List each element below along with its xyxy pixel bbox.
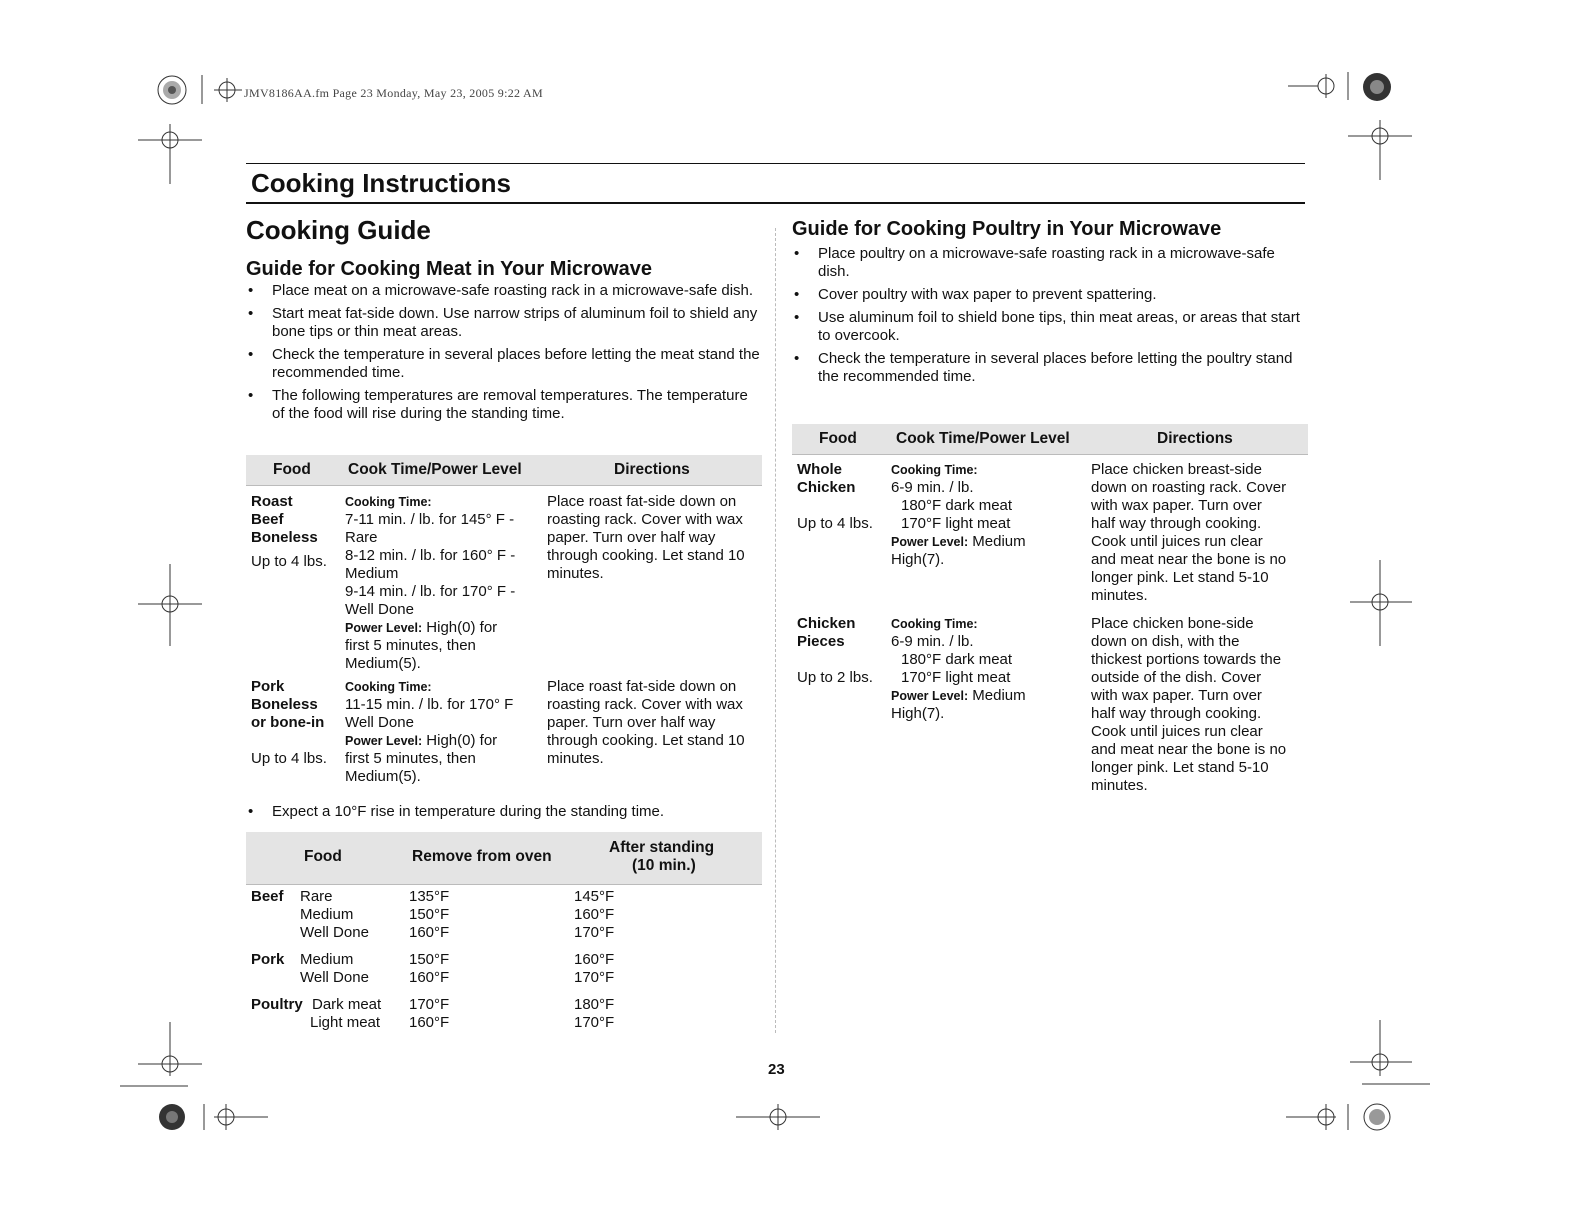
direction-line: minutes. — [547, 750, 604, 767]
power-level-label: Power Level: — [891, 535, 969, 549]
crosshair-icon — [1350, 560, 1412, 646]
column-header-remove: Remove from oven — [412, 848, 552, 865]
crosshair-icon — [736, 1104, 820, 1130]
direction-line: paper. Turn over half way — [547, 529, 716, 546]
doneness: Dark meat — [312, 996, 382, 1013]
table-row-roast-beef-food — [251, 493, 327, 571]
meat-table-header — [246, 455, 762, 486]
column-header-food: Food — [273, 461, 311, 478]
temperature-table-body — [251, 888, 651, 1032]
table-row-whole-chicken-cook — [891, 461, 1026, 569]
poultry-table-header — [792, 424, 1308, 455]
direction-line: half way through cooking. — [1091, 515, 1262, 532]
table-row-roast-beef-directions — [547, 493, 745, 583]
direction-line: Cook until juices run clear — [1091, 533, 1263, 550]
food-name: Beef — [251, 511, 284, 528]
food-name: Chicken — [797, 615, 856, 632]
direction-line: outside of the dish. Cover — [1091, 669, 1262, 686]
food-name: Boneless — [251, 696, 318, 713]
doneness: Medium — [300, 906, 354, 923]
column-header-directions: Directions — [1157, 430, 1233, 447]
crosshair-icon — [1288, 72, 1348, 100]
food-name: Chicken — [797, 479, 856, 496]
power-line: Medium(5). — [345, 768, 421, 785]
crosshair-icon — [1286, 1104, 1348, 1130]
crosshair-icon — [1350, 1020, 1430, 1084]
after-temp: 170°F — [574, 969, 615, 986]
direction-line: Place chicken bone-side — [1091, 615, 1254, 632]
list-item: • Place meat on a microwave-safe roasting rack in a microwave-safe dish. — [248, 282, 754, 299]
poultry-bullets — [792, 245, 1306, 391]
table-row-chicken-pieces-directions — [1091, 615, 1286, 795]
column-header-after: After standing — [609, 839, 715, 856]
section-title: Cooking Instructions — [251, 168, 511, 198]
direction-line: minutes. — [547, 565, 604, 582]
column-header-food: Food — [304, 848, 342, 865]
print-header: JMV8186AA.fm Page 23 Monday, May 23, 2005 9:22 AM — [244, 86, 543, 100]
direction-line: longer pink. Let stand 5-10 — [1091, 569, 1269, 586]
power-line: first 5 minutes, then — [345, 750, 476, 767]
meat-bullets — [246, 282, 764, 428]
doneness: Light meat — [310, 1014, 381, 1031]
table-row-roast-beef-cook — [345, 493, 515, 673]
power-line: High(0) for — [426, 619, 498, 636]
table-row-chicken-pieces-cook — [891, 615, 1026, 723]
group-name: Poultry — [251, 996, 303, 1013]
table-row — [251, 888, 651, 906]
cook-line: Rare — [345, 529, 378, 546]
top-rule — [246, 163, 1305, 164]
crosshair-icon — [1348, 120, 1412, 180]
list-item: • Expect a 10°F rise in temperature during the standing time. — [248, 803, 665, 820]
doneness: Well Done — [300, 969, 369, 986]
remove-temp: 160°F — [409, 1014, 450, 1031]
remove-temp: 150°F — [409, 951, 450, 968]
table-row-pork-cook — [345, 678, 513, 786]
crosshair-icon — [138, 124, 202, 184]
cook-line: Well Done — [345, 601, 414, 618]
poultry-guide-heading: Guide for Cooking Poultry in Your Microwave — [792, 218, 1222, 240]
after-temp: 180°F — [574, 996, 615, 1013]
direction-line: minutes. — [1091, 777, 1148, 794]
list-item: • Place poultry on a microwave-safe roasting rack in a microwave-safe dish. — [794, 245, 1275, 280]
cooking-time-label: Cooking Time: — [891, 617, 978, 631]
power-line: Medium — [972, 533, 1026, 550]
direction-line: Place roast fat-side down on — [547, 493, 737, 510]
after-temp: 170°F — [574, 1014, 615, 1031]
cook-line: 170°F light meat — [901, 669, 1011, 686]
weight-limit: Up to 4 lbs. — [251, 750, 327, 767]
doneness: Rare — [300, 888, 333, 905]
direction-line: down on roasting rack. Cover — [1091, 479, 1287, 496]
cooking-time-label: Cooking Time: — [345, 680, 432, 694]
direction-line: and meat near the bone is no — [1091, 741, 1287, 758]
table-row — [251, 996, 651, 1014]
food-name: Roast — [251, 493, 293, 510]
cooking-time-label: Cooking Time: — [891, 463, 978, 477]
list-item: • Cover poultry with wax paper to prevent spattering. — [794, 286, 1157, 303]
list-item: • The following temperatures are removal temperatures. The temperature of the food will rise during the standing time. — [248, 387, 748, 422]
food-name: Pork — [251, 678, 285, 695]
column-header-cook: Cook Time/Power Level — [348, 461, 522, 478]
direction-line: through cooking. Let stand 10 — [547, 732, 745, 749]
food-name: or bone-in — [251, 714, 325, 731]
direction-line: minutes. — [1091, 587, 1148, 604]
direction-line: roasting rack. Cover with wax — [547, 511, 743, 528]
direction-line: paper. Turn over half way — [547, 714, 716, 731]
weight-limit: Up to 4 lbs. — [251, 553, 327, 570]
cook-line: 180°F dark meat — [901, 497, 1013, 514]
direction-line: Place roast fat-side down on — [547, 678, 737, 695]
food-name: Boneless — [251, 529, 318, 546]
table-row — [251, 1014, 651, 1032]
remove-temp: 150°F — [409, 906, 450, 923]
list-item: • Start meat fat-side down. Use narrow strips of aluminum foil to shield any bone tips or thin meat areas. — [248, 305, 758, 340]
food-name: Whole — [797, 461, 842, 478]
direction-line: through cooking. Let stand 10 — [547, 547, 745, 564]
temperature-table-header — [246, 832, 762, 885]
cook-line: Well Done — [345, 714, 414, 731]
crosshair-icon — [120, 1022, 202, 1086]
cook-line: 9-14 min. / lb. for 170° F - — [345, 583, 516, 600]
table-row — [251, 969, 651, 987]
cook-line: 170°F light meat — [901, 515, 1011, 532]
table-row — [251, 951, 651, 969]
power-line: High(7). — [891, 551, 945, 568]
doneness: Medium — [300, 951, 354, 968]
table-row — [251, 924, 651, 942]
after-temp: 160°F — [574, 951, 615, 968]
column-header-after-sub: (10 min.) — [632, 857, 696, 874]
color-wheel-icon — [1363, 73, 1391, 101]
title-rule — [246, 202, 1305, 204]
direction-line: and meat near the bone is no — [1091, 551, 1287, 568]
direction-line: Place chicken breast-side — [1091, 461, 1262, 478]
table-row-pork-food — [251, 678, 327, 768]
power-line: High(0) for — [426, 732, 498, 749]
direction-line: with wax paper. Turn over — [1091, 497, 1262, 514]
table-row-whole-chicken-food — [797, 461, 873, 533]
after-temp: 145°F — [574, 888, 615, 905]
column-header-cook: Cook Time/Power Level — [896, 430, 1070, 447]
list-item: • Check the temperature in several places before letting the poultry stand the recommended time. — [794, 350, 1293, 385]
remove-temp: 160°F — [409, 924, 450, 941]
cooking-time-label: Cooking Time: — [345, 495, 432, 509]
cook-line: Medium — [345, 565, 399, 582]
column-divider — [775, 228, 776, 1033]
direction-line: Cook until juices run clear — [1091, 723, 1263, 740]
standing-note — [246, 803, 764, 826]
power-line: High(7). — [891, 705, 945, 722]
cook-line: 11-15 min. / lb. for 170° F — [345, 696, 514, 713]
meat-guide-heading: Guide for Cooking Meat in Your Microwave — [246, 258, 652, 280]
power-line: Medium(5). — [345, 655, 421, 672]
color-wheel-icon — [159, 1104, 185, 1130]
weight-limit: Up to 4 lbs. — [797, 515, 873, 532]
direction-line: half way through cooking. — [1091, 705, 1262, 722]
remove-temp: 170°F — [409, 996, 450, 1013]
list-item: • Use aluminum foil to shield bone tips, thin meat areas, or areas that start to overcook. — [794, 309, 1300, 344]
cook-line: 8-12 min. / lb. for 160° F - — [345, 547, 516, 564]
list-item: • Check the temperature in several places before letting the meat stand the recommended time. — [248, 346, 760, 381]
page-number: 23 — [768, 1061, 785, 1078]
doneness: Well Done — [300, 924, 369, 941]
cook-line: 6-9 min. / lb. — [891, 479, 974, 496]
column-header-directions: Directions — [614, 461, 690, 478]
group-name: Pork — [251, 951, 285, 968]
direction-line: down on dish, with the — [1091, 633, 1240, 650]
table-row-pork-directions — [547, 678, 745, 768]
table-row-whole-chicken-directions — [1091, 461, 1286, 605]
cook-line: 7-11 min. / lb. for 145° F - — [345, 511, 515, 528]
food-name: Pieces — [797, 633, 845, 650]
remove-temp: 160°F — [409, 969, 450, 986]
direction-line: longer pink. Let stand 5-10 — [1091, 759, 1269, 776]
cook-line: 6-9 min. / lb. — [891, 633, 974, 650]
table-row — [251, 906, 651, 924]
after-temp: 170°F — [574, 924, 615, 941]
crosshair-icon — [204, 1104, 268, 1130]
column-header-food: Food — [819, 430, 857, 447]
crosshair-icon — [202, 75, 242, 104]
table-row-chicken-pieces-food — [797, 615, 873, 687]
power-level-label: Power Level: — [345, 621, 423, 635]
direction-line: with wax paper. Turn over — [1091, 687, 1262, 704]
after-temp: 160°F — [574, 906, 615, 923]
direction-line: thickest portions towards the — [1091, 651, 1282, 668]
power-line: Medium — [972, 687, 1026, 704]
weight-limit: Up to 2 lbs. — [797, 669, 873, 686]
page-title: Cooking Guide — [246, 215, 431, 245]
direction-line: roasting rack. Cover with wax — [547, 696, 743, 713]
group-name: Beef — [251, 888, 284, 905]
remove-temp: 135°F — [409, 888, 450, 905]
color-wheel-icon — [1364, 1104, 1390, 1130]
cook-line: 180°F dark meat — [901, 651, 1013, 668]
color-wheel-icon — [158, 76, 186, 104]
power-level-label: Power Level: — [891, 689, 969, 703]
power-level-label: Power Level: — [345, 734, 423, 748]
crosshair-icon — [138, 564, 202, 646]
power-line: first 5 minutes, then — [345, 637, 476, 654]
